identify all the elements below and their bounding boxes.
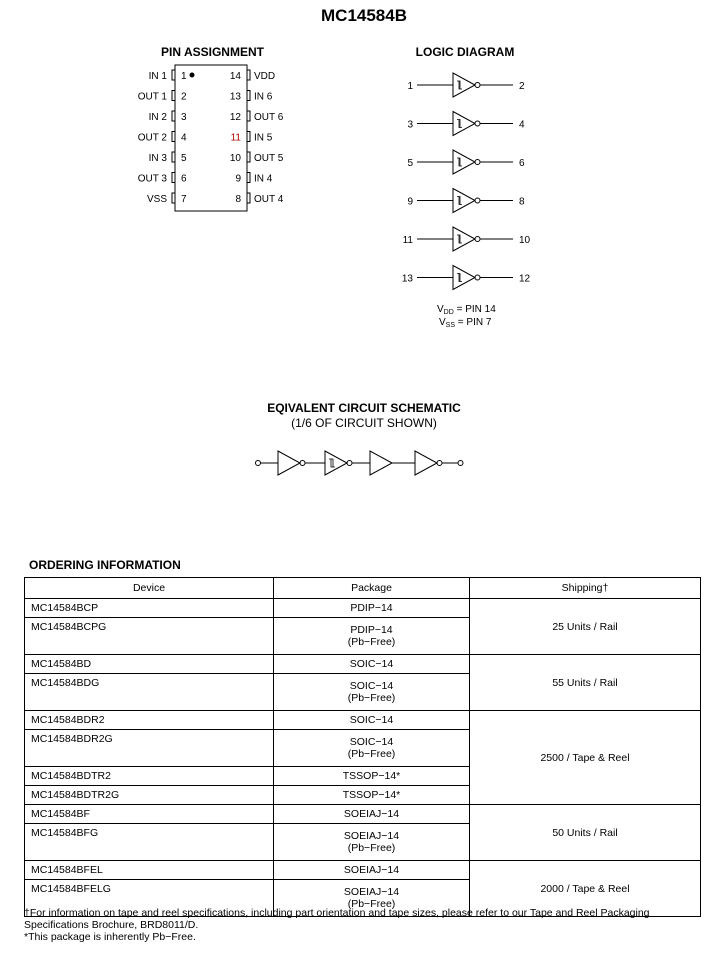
pin-name: IN 1 bbox=[148, 71, 167, 82]
package-cell bbox=[274, 786, 470, 805]
output-pin-label: 2 bbox=[519, 81, 525, 92]
package-note: (Pb−Free) bbox=[347, 636, 396, 648]
package-cell bbox=[274, 674, 470, 711]
package-name: SOIC−14 bbox=[349, 714, 394, 726]
table-row bbox=[25, 711, 701, 730]
table-row bbox=[25, 655, 701, 674]
package-note: (Pb−Free) bbox=[347, 842, 396, 854]
device-cell: MC14584BD bbox=[25, 655, 274, 674]
vss-note: $V_{SS}$ = PIN 7 bbox=[439, 317, 492, 329]
package-name: PDIP−14 bbox=[350, 602, 393, 614]
pin-number: 6 bbox=[181, 173, 187, 185]
pin-number: 12 bbox=[229, 112, 241, 123]
pin-name: IN 3 bbox=[148, 153, 167, 164]
hysteresis-symbol bbox=[457, 274, 462, 282]
pin1-dot bbox=[190, 73, 195, 78]
logic-diagram-heading: LOGIC DIAGRAM bbox=[415, 45, 515, 59]
output-pin-label: 12 bbox=[519, 273, 531, 285]
hysteresis-symbol bbox=[457, 81, 462, 89]
table-row bbox=[25, 599, 701, 618]
device-cell: MC14584BF bbox=[25, 805, 274, 824]
footnote-pb-free: *This package is inherently Pb−Free. bbox=[24, 931, 196, 943]
hysteresis-symbol bbox=[457, 120, 462, 128]
ordering-table bbox=[24, 577, 701, 917]
column-header-device: Device bbox=[25, 578, 274, 599]
output-pin-label: 8 bbox=[519, 196, 525, 208]
shipping-cell: 55 Units / Rail bbox=[470, 655, 701, 711]
device-cell: MC14584BFELG bbox=[25, 880, 274, 917]
pin-name: VDD bbox=[254, 71, 276, 82]
schmitt-inverter-gate bbox=[453, 189, 475, 213]
package-cell bbox=[274, 730, 470, 767]
pin-number: 4 bbox=[181, 132, 187, 144]
schematic-heading: EQIVALENT CIRCUIT SCHEMATIC bbox=[267, 401, 461, 415]
device-cell: MC14584BDR2G bbox=[25, 730, 274, 767]
pin-number: 14 bbox=[229, 71, 241, 82]
input-pin-label: 3 bbox=[407, 119, 413, 131]
pin-name: OUT 4 bbox=[254, 194, 284, 205]
package-cell bbox=[274, 711, 470, 730]
package-name: SOIC−14 bbox=[349, 658, 394, 670]
package-cell bbox=[274, 861, 470, 880]
pin-assignment-heading: PIN ASSIGNMENT bbox=[161, 45, 264, 59]
package-note: (Pb−Free) bbox=[347, 692, 396, 704]
pin-name: IN 6 bbox=[254, 91, 273, 103]
package-name: TSSOP−14* bbox=[342, 770, 401, 782]
schmitt-inverter-gate bbox=[453, 112, 475, 136]
schmitt-inverter-gate bbox=[453, 150, 475, 174]
device-cell: MC14584BCP bbox=[25, 599, 274, 618]
package-cell bbox=[274, 599, 470, 618]
input-pin-label: 5 bbox=[407, 158, 413, 169]
package-note: (Pb−Free) bbox=[347, 898, 396, 910]
pin-name: OUT 5 bbox=[254, 153, 284, 164]
pin-assignment-diagram bbox=[120, 60, 320, 220]
shipping-cell: 2500 / Tape & Reel bbox=[470, 711, 701, 805]
pin-number: 5 bbox=[181, 153, 187, 164]
table-row bbox=[25, 805, 701, 824]
logic-diagram bbox=[395, 65, 545, 335]
pin-name: VSS bbox=[146, 194, 167, 205]
output-pin-label: 6 bbox=[519, 158, 525, 169]
schmitt-inverter-gate bbox=[453, 227, 475, 251]
package-cell bbox=[274, 824, 470, 861]
pin-name: IN 4 bbox=[254, 173, 273, 185]
table-row bbox=[25, 861, 701, 880]
package-name: SOIC−14 bbox=[349, 680, 394, 692]
package-name: PDIP−14 bbox=[350, 624, 393, 636]
column-header-package: Package bbox=[274, 578, 470, 599]
package-cell bbox=[274, 618, 470, 655]
pin-name: OUT 6 bbox=[254, 112, 284, 123]
shipping-cell: 50 Units / Rail bbox=[470, 805, 701, 861]
pin-name: OUT 3 bbox=[137, 173, 167, 185]
device-cell: MC14584BCPG bbox=[25, 618, 274, 655]
package-name: SOIC−14 bbox=[349, 736, 394, 748]
pin-number: 1 bbox=[181, 71, 187, 82]
package-cell bbox=[274, 655, 470, 674]
page-title: MC14584B bbox=[321, 6, 407, 25]
pin-number: 8 bbox=[235, 194, 241, 205]
hysteresis-symbol bbox=[457, 235, 462, 243]
device-cell: MC14584BDR2 bbox=[25, 711, 274, 730]
output-pin-label: 10 bbox=[519, 235, 531, 246]
schmitt-inverter-gate bbox=[453, 266, 475, 290]
vdd-note: $V_{DD}$ = PIN 14 bbox=[437, 304, 496, 316]
ordering-info-heading: ORDERING INFORMATION bbox=[29, 558, 181, 572]
pin-number: 3 bbox=[181, 112, 187, 123]
pin-name: OUT 2 bbox=[137, 132, 167, 144]
pin-number: 9 bbox=[235, 173, 241, 185]
package-cell bbox=[274, 767, 470, 786]
schmitt-inverter-gate bbox=[453, 73, 475, 97]
device-cell: MC14584BFEL bbox=[25, 861, 274, 880]
pin-number: 11 bbox=[230, 132, 241, 144]
input-pin-label: 13 bbox=[401, 273, 413, 285]
pin-number: 2 bbox=[181, 91, 187, 103]
pin-number: 13 bbox=[229, 91, 241, 103]
input-pin-label: 11 bbox=[402, 235, 413, 246]
footnote-tape-reel: †For information on tape and reel specifications, including part orientation and tape sizes, please refer to our Tape and Reel Packaging Specifications Brochure, BRD8011/D. bbox=[24, 907, 650, 931]
pin-name: IN 2 bbox=[148, 112, 167, 123]
pin-name: IN 5 bbox=[254, 132, 273, 144]
hysteresis-symbol bbox=[457, 158, 462, 166]
device-cell: MC14584BDTR2 bbox=[25, 767, 274, 786]
output-pin-label: 4 bbox=[519, 119, 525, 131]
shipping-cell: 25 Units / Rail bbox=[470, 599, 701, 655]
package-name: SOEIAJ−14 bbox=[343, 864, 400, 876]
schematic-subheading: (1/6 OF CIRCUIT SHOWN) bbox=[291, 416, 437, 430]
package-note: (Pb−Free) bbox=[347, 748, 396, 760]
package-cell bbox=[274, 805, 470, 824]
column-header-shipping: Shipping† bbox=[470, 578, 701, 599]
package-name: SOEIAJ−14 bbox=[343, 808, 400, 820]
package-name: TSSOP−14* bbox=[342, 789, 401, 801]
package-name: SOEIAJ−14 bbox=[343, 830, 400, 842]
device-cell: MC14584BDG bbox=[25, 674, 274, 711]
pin-number: 7 bbox=[181, 194, 187, 205]
device-cell: MC14584BFG bbox=[25, 824, 274, 861]
package-name: SOEIAJ−14 bbox=[343, 886, 400, 898]
device-cell: MC14584BDTR2G bbox=[25, 786, 274, 805]
shipping-cell: 2000 / Tape & Reel bbox=[470, 861, 701, 917]
pin-name: OUT 1 bbox=[137, 91, 167, 103]
equivalent-circuit-schematic bbox=[250, 448, 470, 480]
pin-number: 10 bbox=[229, 153, 241, 164]
input-pin-label: 1 bbox=[407, 81, 413, 92]
input-pin-label: 9 bbox=[407, 196, 413, 208]
hysteresis-symbol bbox=[457, 197, 462, 205]
